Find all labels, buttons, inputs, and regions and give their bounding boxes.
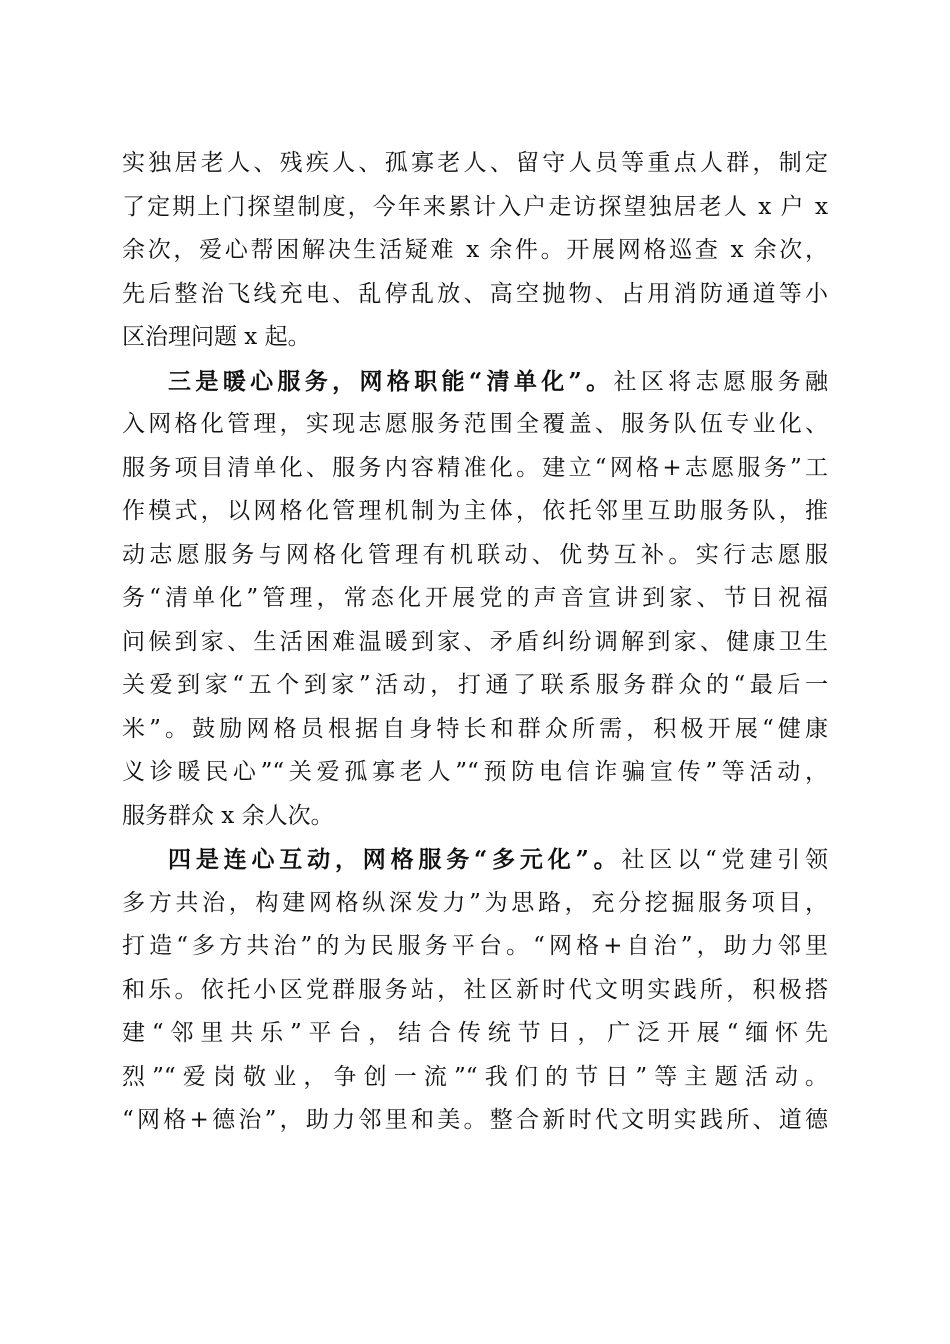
text-line: 先后整治飞线充电、乱停乱放、高空抛物、占用消防通道等小 (122, 280, 828, 307)
text-line: 余次，爱心帮困解决生活疑难 x 余件。开展网格巡查 x 余次， (122, 237, 828, 263)
text-line: 动志愿服务与网格化管理有机联动、优势互补。实行志愿服 (122, 541, 828, 568)
text-line: 入网格化管理，实现志愿服务范围全覆盖、服务队伍专业化、 (122, 411, 828, 437)
paragraph-3 (122, 838, 828, 1143)
text-line (122, 838, 828, 882)
text-line: 了定期上门探望制度，今年来累计入户走访探望独居老人 x 户 x (122, 193, 828, 220)
document-body (122, 142, 828, 1143)
paragraph-heading: 三是暖心服务，网格职能“清单化”。 (168, 367, 614, 395)
text-line: 实独居老人、残疾人、孤寡老人、留守人员等重点人群，制定 (122, 150, 828, 176)
paragraph-2 (122, 360, 828, 839)
text-line: 和乐。依托小区党群服务站，社区新时代文明实践所，积极搭 (122, 976, 828, 1003)
text-line: 打造“多方共治”的为民服务平台。“网格+自治”，助力邻里 (122, 933, 828, 959)
text-line: 烈”“爱岗敬业，争创一流”“我们的节日”等主题活动。 (122, 1063, 828, 1090)
text-line: 米”。鼓励网格员根据自身特长和群众所需，积极开展“健康 (122, 715, 828, 742)
text-line: 建“邻里共乐”平台，结合传统节日，广泛开展“缅怀先 (122, 1020, 828, 1046)
text-line: 作模式，以网格化管理机制为主体，依托邻里互助服务队，推 (122, 498, 828, 524)
text-run: 社区将志愿服务融 (613, 368, 829, 395)
text-line (122, 360, 828, 404)
text-line: 义诊暖民心”“关爱孤寡老人”“预防电信诈骗宣传”等活动， (122, 759, 828, 785)
text-line: 区治理问题 x 起。 (122, 324, 311, 350)
text-run: 社区以“党建引领 (621, 847, 828, 873)
paragraph-heading: 四是连心互动，网格服务“多元化”。 (168, 846, 622, 873)
text-line: 服务群众 x 余人次。 (122, 802, 334, 829)
paragraph-1 (122, 142, 828, 360)
text-line: 务“清单化”管理，常态化开展党的声音宣讲到家、节日祝福 (122, 585, 828, 611)
text-line: “网格+德治”，助力邻里和美。整合新时代文明实践所、道德 (122, 1107, 828, 1133)
text-line: 服务项目清单化、服务内容精准化。建立“网格+志愿服务”工 (122, 454, 828, 481)
text-line: 问候到家、生活困难温暖到家、矛盾纠纷调解到家、健康卫生 (122, 628, 828, 655)
text-line: 关爱到家“五个到家”活动，打通了联系服务群众的“最后一 (122, 672, 828, 698)
text-line: 多方共治，构建网格纵深发力”为思路，充分挖掘服务项目， (122, 889, 828, 916)
